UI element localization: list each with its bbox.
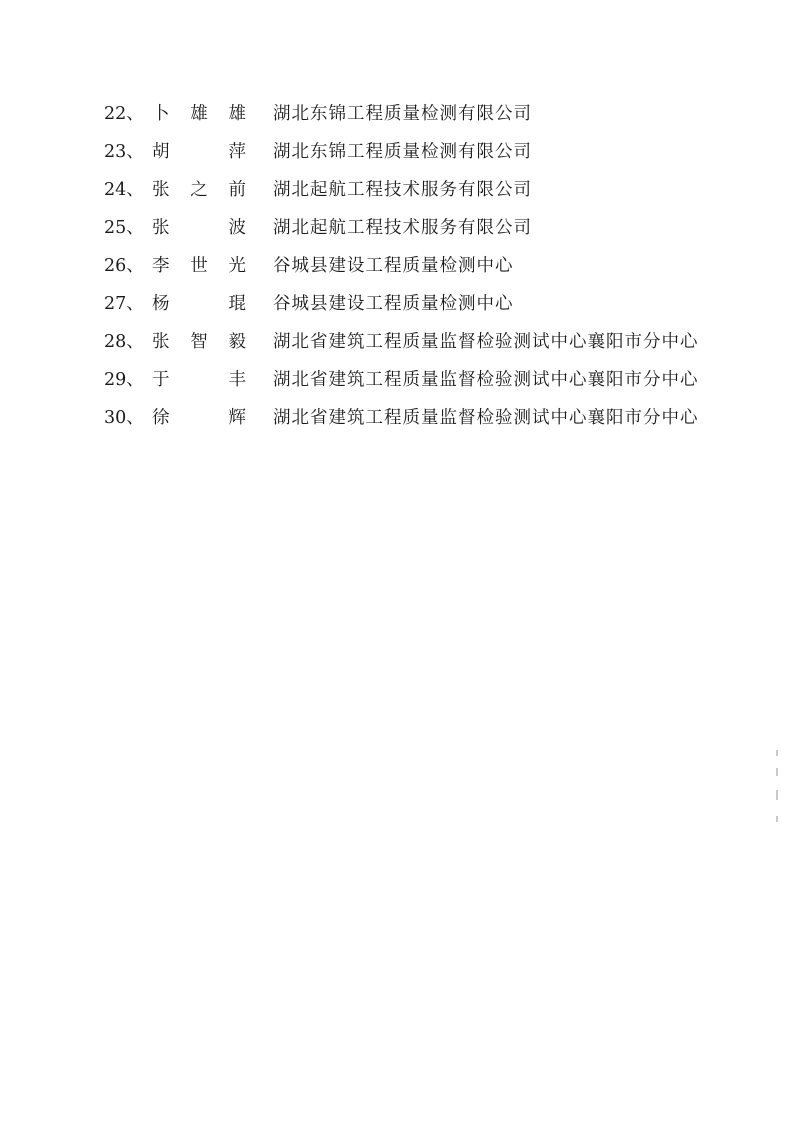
list-item: [104, 245, 724, 283]
person-name: 胡 萍: [152, 141, 247, 162]
person-name: 张 波: [152, 217, 247, 238]
list-item: [104, 397, 724, 435]
personnel-list: [104, 93, 724, 435]
organization-name: 湖北省建筑工程质量监督检验测试中心襄阳市分中心: [273, 407, 699, 428]
organization-name: 湖北起航工程技术服务有限公司: [273, 179, 532, 200]
list-item: [104, 169, 724, 207]
person-name: 李 世 光: [152, 255, 247, 276]
list-item: [104, 207, 724, 245]
entry-number: 28、: [104, 331, 144, 352]
organization-name: 湖北东锦工程质量检测有限公司: [273, 103, 532, 124]
list-item: [104, 131, 724, 169]
organization-name: 湖北起航工程技术服务有限公司: [273, 217, 532, 238]
entry-number: 24、: [104, 179, 144, 200]
organization-name: 湖北省建筑工程质量监督检验测试中心襄阳市分中心: [273, 331, 699, 352]
entry-number: 22、: [104, 103, 144, 124]
scan-mark: [776, 750, 778, 756]
person-name: 张 之 前: [152, 179, 247, 200]
entry-number: 30、: [104, 407, 144, 428]
person-name: 于 丰: [152, 369, 247, 390]
organization-name: 谷城县建设工程质量检测中心: [273, 293, 514, 314]
scan-mark: [776, 768, 778, 776]
entry-number: 26、: [104, 255, 144, 276]
person-name: 杨 琨: [152, 293, 247, 314]
organization-name: 谷城县建设工程质量检测中心: [273, 255, 514, 276]
list-item: [104, 321, 724, 359]
person-name: 徐 辉: [152, 407, 247, 428]
entry-number: 27、: [104, 293, 144, 314]
scan-mark: [776, 790, 778, 800]
list-item: [104, 359, 724, 397]
scan-mark: [776, 816, 778, 822]
scan-artifact-marks: [776, 750, 780, 840]
list-item: [104, 283, 724, 321]
organization-name: 湖北东锦工程质量检测有限公司: [273, 141, 532, 162]
list-item: [104, 93, 724, 131]
person-name: 张 智 毅: [152, 331, 247, 352]
entry-number: 25、: [104, 217, 144, 238]
organization-name: 湖北省建筑工程质量监督检验测试中心襄阳市分中心: [273, 369, 699, 390]
person-name: 卜 雄 雄: [152, 103, 247, 124]
entry-number: 23、: [104, 141, 144, 162]
entry-number: 29、: [104, 369, 144, 390]
